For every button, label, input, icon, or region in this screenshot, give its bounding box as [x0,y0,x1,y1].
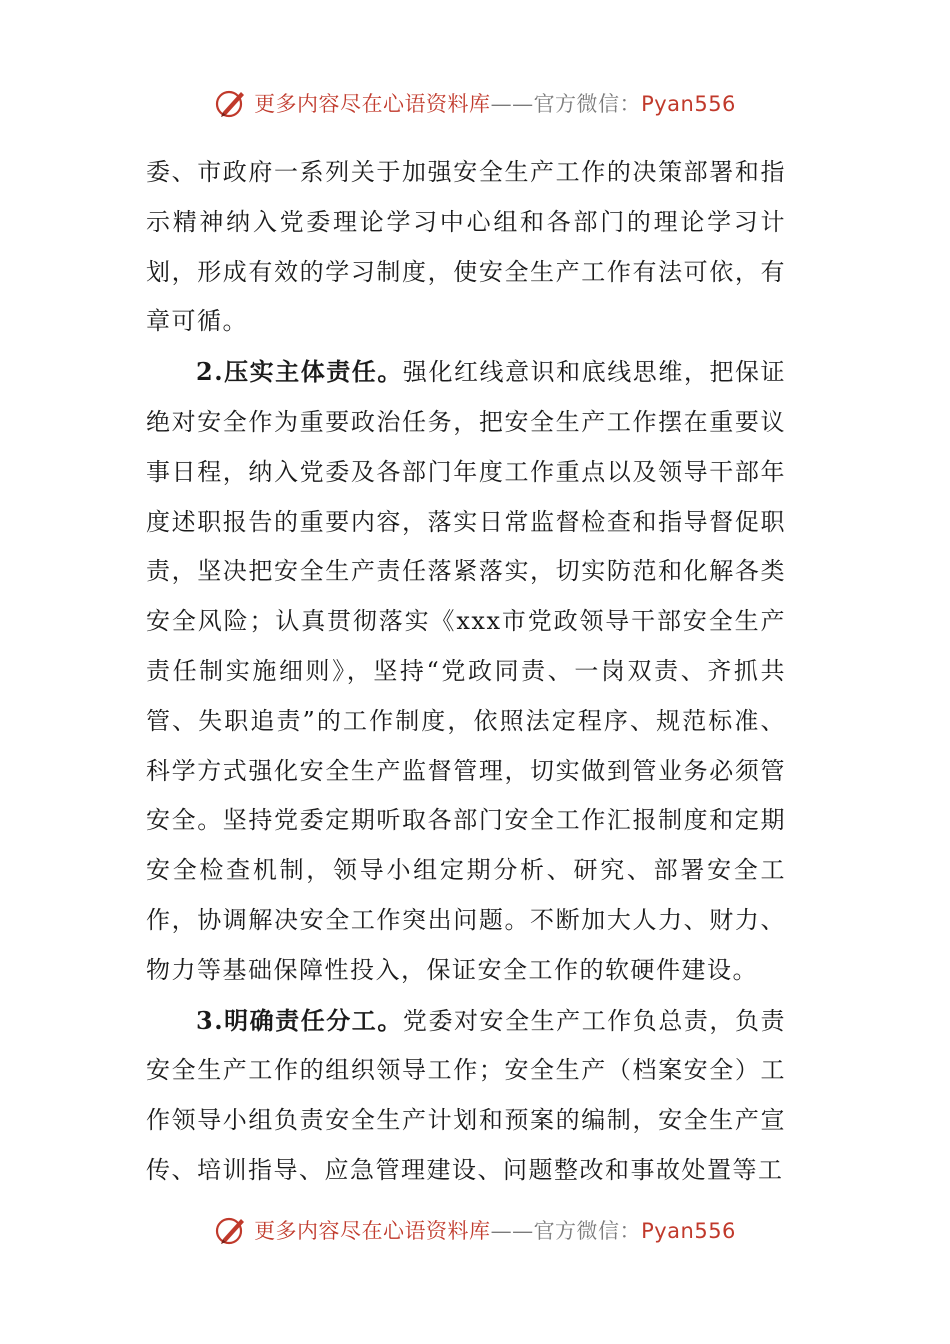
paragraph-text: 委、市政府一系列关于加强安全生产工作的决策部署和指示精神纳入党委理论学习中心组和各部门的理论学习计划，形成有效的学习制度，使安全生产工作有法可依，有章可循。 [146,158,786,336]
pen-logo-icon [214,1213,248,1247]
banner-official: 官方微信： [533,1219,642,1243]
banner-wechat-id: Pyan556 [641,92,736,116]
footer-banner [0,1210,950,1250]
paragraph [146,347,786,995]
footer-banner-text [254,1215,736,1245]
paragraph-text: 强化红线意识和底线思维，把保证绝对安全作为重要政治任务，把安全生产工作摆在重要议事日程，纳入党委及各部门年度工作重点以及领导干部年度述职报告的重要内容，落实日常监督检查和指导督促职责，坚决把安全生产责任落紧落实，切实防范和化解各类安全风险；认真贯彻落实《xxx市党政领导干部安全生产责任制实施细则》，坚持“党政同责、一岗双责、齐抓共管、失职追责”的工作制度，依照法定程序、规范标准、科学方式强化安全生产监督管理，切实做到管业务必须管安全。坚持党委定期听取各部门安全工作汇报制度和定期安全检查机制，领导小组定期分析、研究、部署安全工作，协调解决安全工作突出问题。不断加大人力、财力、物力等基础保障性投入，保证安全工作的软硬件建设。 [146,358,787,984]
paragraph-lead: 3.明确责任分工。 [196,1005,403,1035]
paragraph-text: 党委对安全生产工作负总责，负责安全生产工作的组织领导工作；安全生产（档案安全）工作领导小组负责安全生产计划和预案的编制，安全生产宣传、培训指导、应急管理建设、问题整改和事故处置等工 [146,1006,787,1184]
paragraph [146,147,786,347]
banner-main: 更多内容尽在心语资料库 [254,92,491,116]
banner-main: 更多内容尽在心语资料库 [254,1219,491,1243]
header-banner-text [254,88,736,118]
banner-wechat-id: Pyan556 [641,1219,736,1243]
banner-dash: —— [490,92,534,116]
banner-dash: —— [490,1219,534,1243]
header-banner [0,83,950,123]
paragraph [146,996,786,1196]
pen-logo-icon [214,86,248,120]
paragraph-lead: 2.压实主体责任。 [196,357,403,387]
document-body [146,147,786,1196]
banner-official: 官方微信： [533,92,642,116]
